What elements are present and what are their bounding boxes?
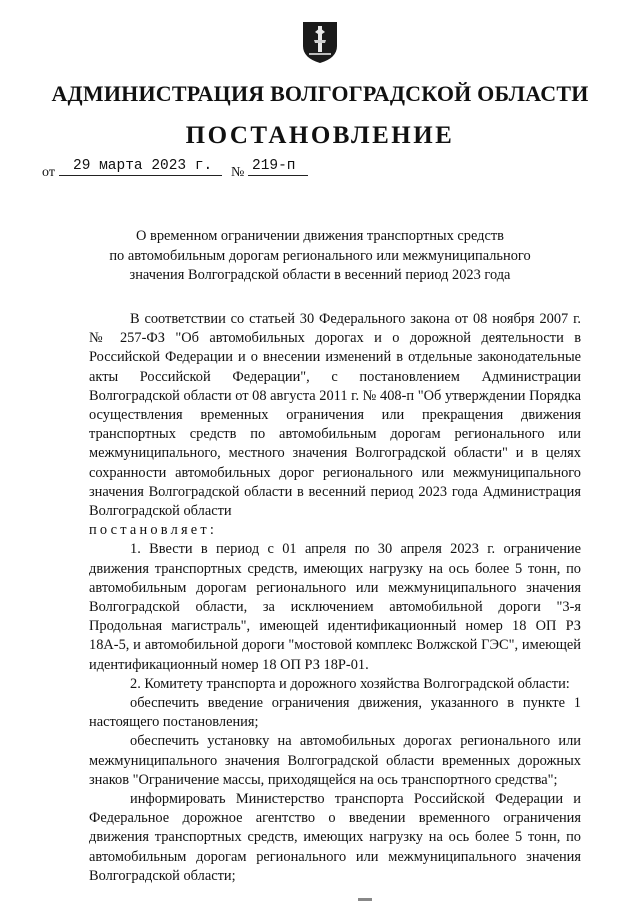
number-prefix: № [231,165,245,180]
item-2c-paragraph: информировать Министерство транспорта Российской Федерации и Федеральное дорожное агентство о введении временного ограничения движения транспортных средств, имеющих нагрузку на ось более 5 тонн, по автомобильным дорогам регионального или межмуниципального значения Волгоградской области; [89,791,581,884]
page-footer-mark [358,898,372,901]
resolves-word: постановляет: [89,522,218,539]
subject-line: по автомобильным дорогам регионального или межмуниципального [109,247,531,264]
subject-line: О временном ограничении движения транспортных средств [136,228,504,244]
date-number-line [42,158,342,180]
document-subject [80,227,560,286]
organization-name: АДМИНИСТРАЦИЯ ВОЛГОГРАДСКОЙ ОБЛАСТИ [51,81,589,106]
item-1-paragraph: 1. Ввести в период с 01 апреля по 30 апреля 2023 г. ограничение движения транспортных средств, имеющих нагрузку на ось более 5 тонн, по автомобильным дорогам регионального или межмуниципального значения Волгоградской области, за исключением автомобильной дороги "3-я Продольная магистраль", имеющей идентификационный номер 18 ОП РЗ 18А-5, и автомобильной дороги "мостовой комплекс Волжской ГЭС", имеющей идентификационный номер 18 ОП РЗ 18Р-01. [89,541,581,673]
document-body [89,310,581,886]
date-value: 29 марта 2023 г. [59,158,222,176]
item-2b-paragraph: обеспечить установку на автомобильных дорогах регионального или межмуниципального значения Волгоградской области временных дорожных знаков "Ограничение массы, приходящейся на ось транспортного средства"; [89,733,581,788]
preamble-paragraph: В соответствии со статьей 30 Федерального закона от 08 ноября 2007 г. № 257-ФЗ "Об автомобильных дорогах и о дорожной деятельности в Российской Федерации и о внесении изменений в отдельные законодательные акты Российской Федерации", с постановлением Администрации Волгоградской области от 08 августа 2011 г. № 408-п "Об утверждении Порядка осуществления временных ограничения или прекращения движения транспортных средств по автомобильным дорогам регионального или межмуниципального, местного значения Волгоградской области" и в целях сохранности автомобильных дорог регионального или межмуниципального значения Волгоградской области в весенний период 2023 года Администрация Волгоградской области [89,311,581,520]
number-value: 219-п [248,158,308,176]
subject-line: значения Волгоградской области в весенний период 2023 года [129,267,511,283]
document-type: ПОСТАНОВЛЕНИЕ [185,122,455,149]
item-2-paragraph: 2. Комитету транспорта и дорожного хозяйства Волгоградской области: [130,675,570,692]
date-prefix: от [42,165,55,180]
coat-of-arms-icon [301,20,339,64]
item-2a-paragraph: обеспечить введение ограничения движения, указанного в пункте 1 настоящего постановления; [89,695,581,731]
